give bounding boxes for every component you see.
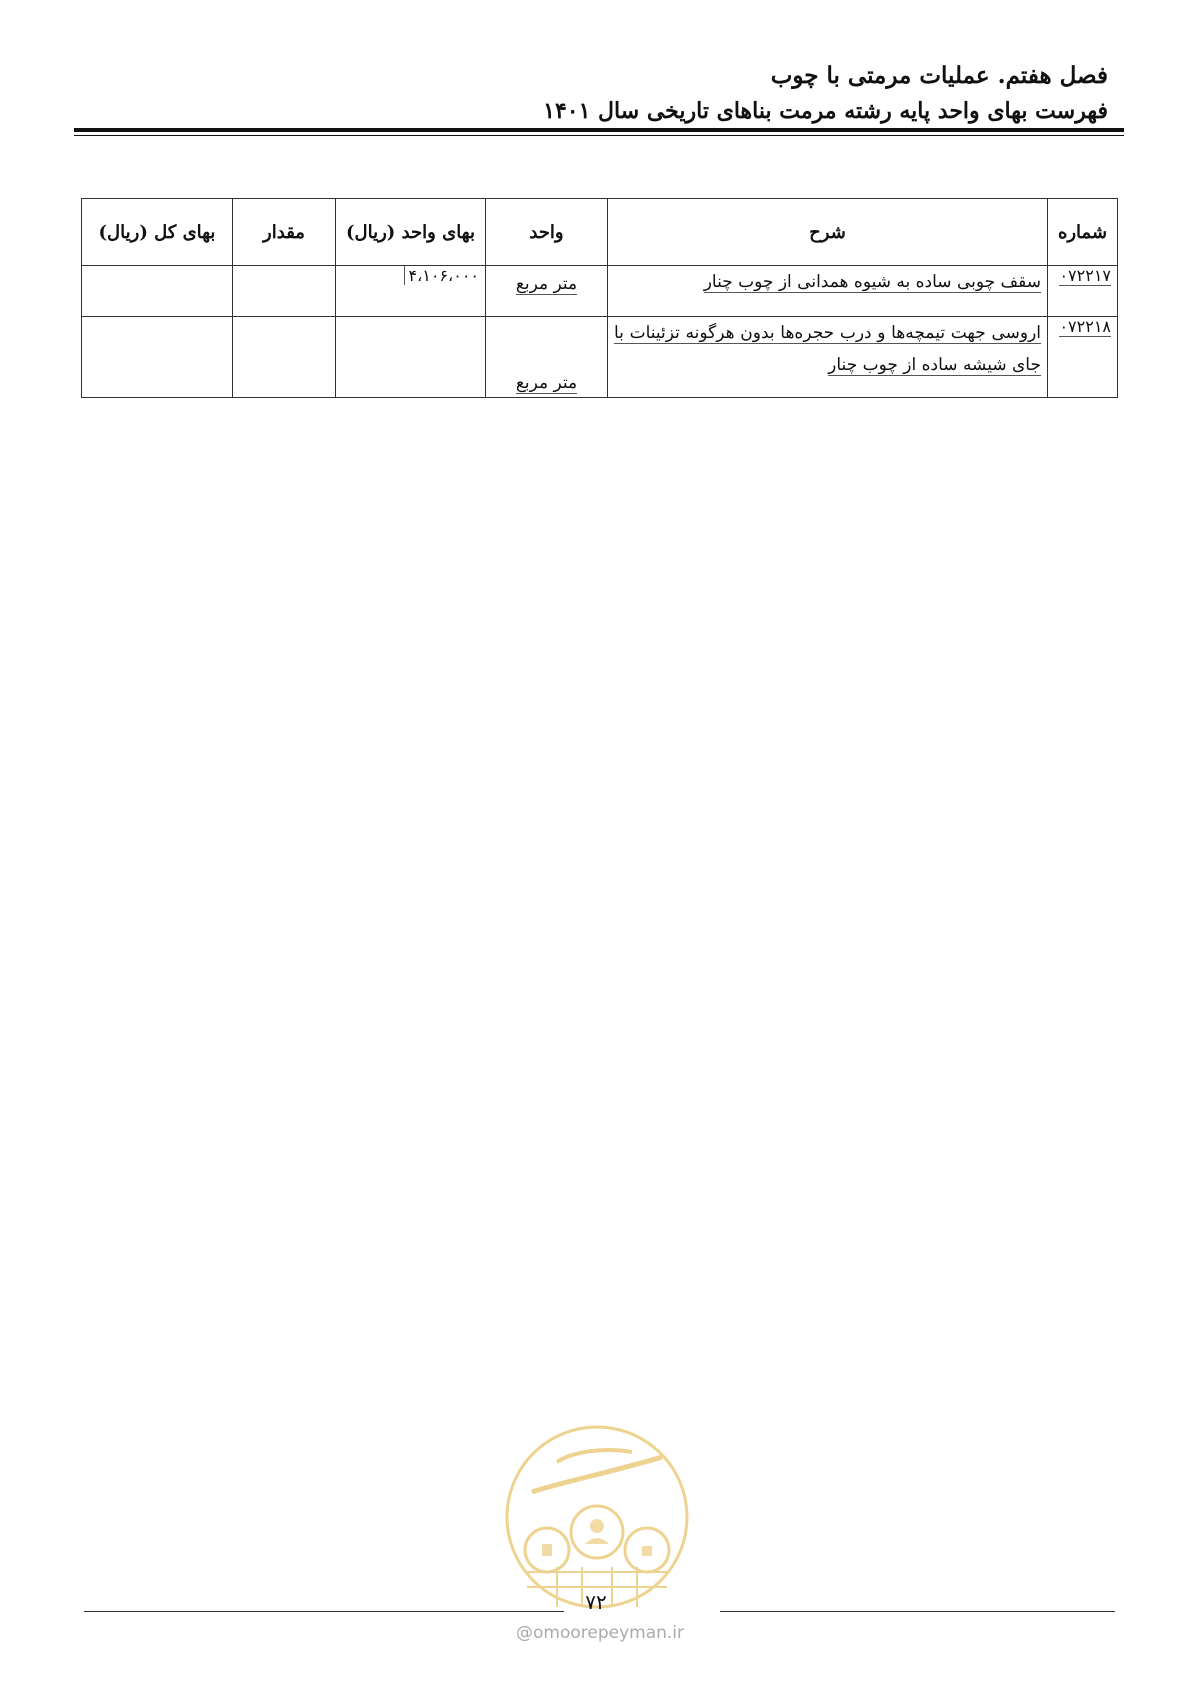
column-header-description: شرح (608, 199, 1048, 266)
item-total-cell (82, 266, 233, 317)
item-description: اروسی جهت تیمچه‌ها و درب حجره‌ها بدون هرگونه تزئینات با جای شیشه ساده از چوب چنار (614, 323, 1041, 375)
chapter-title: فصل هفتم. عملیات مرمتی با چوب (770, 62, 1108, 89)
item-quantity-cell (233, 266, 336, 317)
item-unit-price-cell (336, 266, 486, 317)
website-link[interactable]: @omoorepeyman.ir (515, 1623, 685, 1643)
column-header-unit: واحد (486, 199, 608, 266)
table-row (82, 266, 1118, 317)
table-header-row (82, 199, 1118, 266)
page-number: ۷۲ (585, 1590, 607, 1614)
document-subtitle: فهرست بهای واحد پایه رشته مرمت بناهای تاریخی سال ۱۴۰۱ (543, 98, 1108, 124)
header-rule-thick (74, 128, 1124, 132)
item-code-cell (1048, 317, 1118, 398)
item-code: ۰۷۲۲۱۷ (1059, 266, 1111, 285)
item-code-cell (1048, 266, 1118, 317)
footer-rule-right (720, 1611, 1115, 1612)
item-code: ۰۷۲۲۱۸ (1059, 317, 1111, 336)
column-header-code: شماره (1048, 199, 1118, 266)
item-unit-price: ۴،۱۰۶،۰۰۰ (404, 266, 479, 285)
column-header-quantity: مقدار (233, 199, 336, 266)
item-unit: متر مربع (515, 373, 578, 393)
footer-rule-left (84, 1611, 564, 1612)
item-description-cell (608, 317, 1048, 398)
page-header (74, 58, 1114, 128)
watermark-logo (502, 1422, 692, 1612)
item-unit-price-cell (336, 317, 486, 398)
item-quantity-cell (233, 317, 336, 398)
item-total-cell (82, 317, 233, 398)
price-list-table (81, 198, 1118, 398)
item-description-cell (608, 266, 1048, 317)
item-unit: متر مربع (515, 274, 578, 294)
column-header-unit-price: بهای واحد (ریال) (336, 199, 486, 266)
column-header-total: بهای کل (ریال) (82, 199, 233, 266)
item-description: سقف چوبی ساده به شیوه همدانی از چوب چنار (703, 272, 1041, 292)
header-rule-thin (74, 135, 1124, 136)
table-row (82, 317, 1118, 398)
item-unit-cell (486, 317, 608, 398)
item-unit-cell (486, 266, 608, 317)
